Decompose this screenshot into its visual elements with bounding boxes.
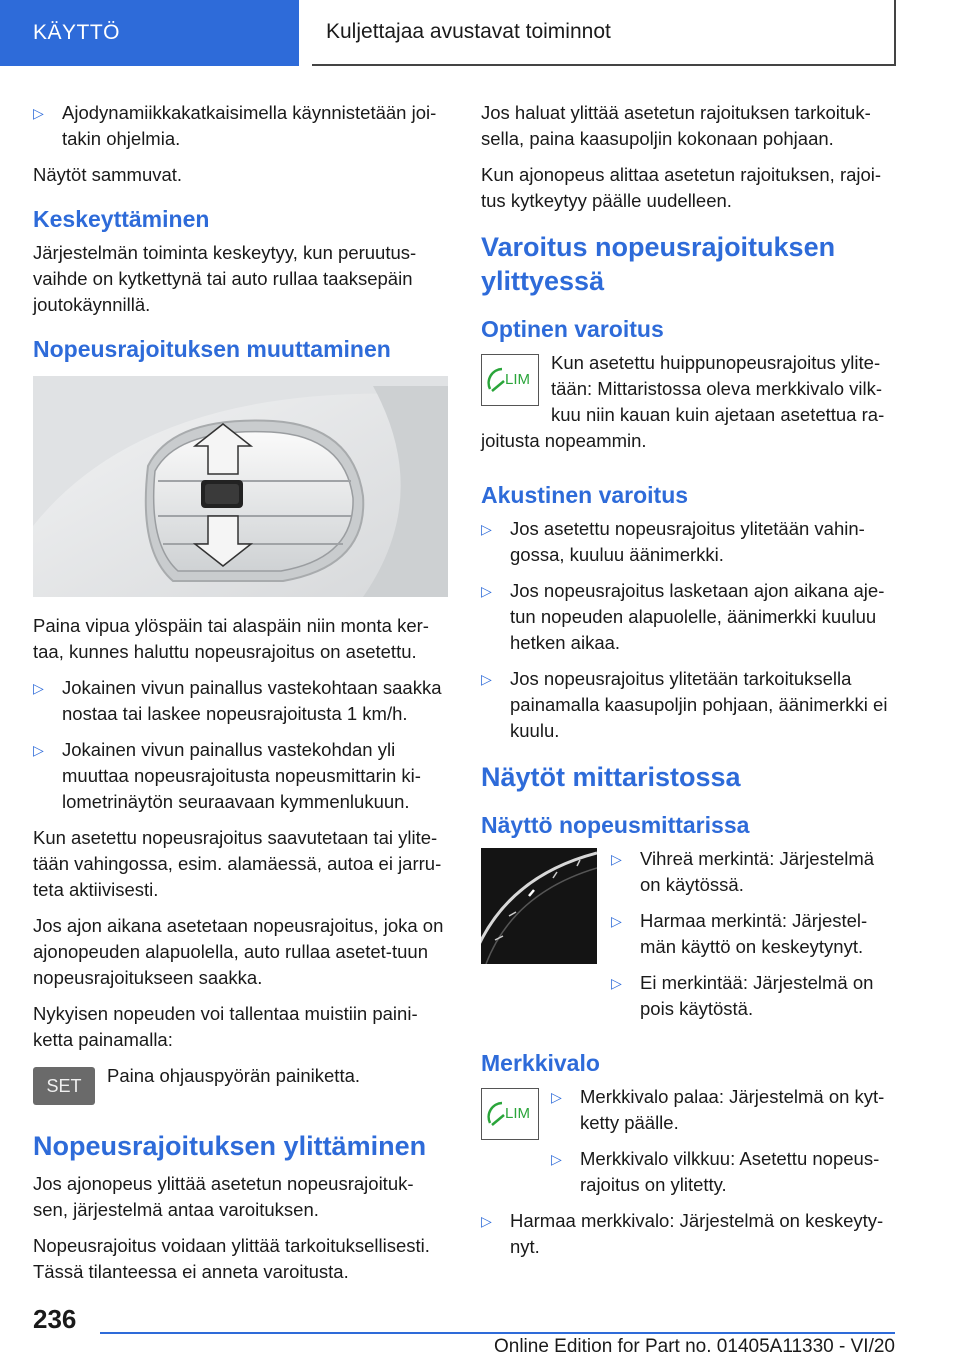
heading-optical-warning: Optinen varoitus [481, 316, 664, 342]
optical-warning-block [481, 350, 896, 464]
triangle-bullet-icon: ▷ [551, 1089, 562, 1105]
heading-acoustic-warning: Akustinen varoitus [481, 482, 689, 508]
bullet-text: Ei merkintää: Järjestelmä on pois käytöstä. [640, 972, 874, 1019]
bullet-text: Jos nopeusrajoitus lasketaan ajon aikana aje-tun nopeuden alapuolelle, äänimerkki kuuluu hetken aikaa. [510, 580, 885, 653]
triangle-bullet-icon: ▷ [481, 521, 492, 537]
steering-wheel-switch-photo [33, 376, 448, 597]
speedometer-illustration [481, 848, 597, 964]
bullet-text: Jos asetettu nopeusrajoitus ylitetään vahin-gossa, kuuluu äänimerkki. [510, 518, 865, 565]
steering-wheel-switch-illustration [33, 376, 448, 597]
indicator-list [551, 1084, 896, 1208]
right-column [481, 100, 896, 1270]
triangle-bullet-icon: ▷ [33, 742, 44, 758]
triangle-bullet-icon: ▷ [611, 913, 622, 929]
paragraph: Näytöt sammuvat. [33, 164, 183, 185]
paragraph: Nykyisen nopeuden voi tallentaa muistiin paini-ketta painamalla: [33, 1003, 418, 1050]
bullet-text: Harmaa merkkivalo: Järjestelmä on keskeyty-nyt. [510, 1210, 884, 1257]
heading-speedometer-display: Näyttö nopeusmittarissa [481, 812, 750, 838]
bullet-item [481, 516, 896, 568]
lim-label: LIM [505, 371, 531, 388]
heading-cluster-displays: Näytöt mittaristossa [481, 762, 741, 792]
triangle-bullet-icon: ▷ [33, 680, 44, 696]
speedometer-list [611, 846, 896, 1032]
bullet-text: Ajodynamiikkakatkaisimella käynnistetään joi-takin ohjelmia. [62, 102, 437, 149]
chapter-title: Kuljettajaa avustavat toiminnot [312, 0, 896, 66]
lim-indicator-icon [481, 1088, 539, 1140]
bullet-item [481, 1208, 896, 1260]
triangle-bullet-icon: ▷ [551, 1151, 562, 1167]
bullet-text: Jokainen vivun painallus vastekohdan yli muuttaa nopeusrajoitusta nopeusmittarin ki-lometrinäytön seuraavaan kymmenlukuun. [62, 739, 421, 812]
bullet-text: Merkkivalo vilkkuu: Asetettu nopeus-rajoitus on ylitetty. [580, 1148, 880, 1195]
left-column [33, 100, 448, 1295]
bullet-text: Merkkivalo palaa: Järjestelmä on kyt-ketty päälle. [580, 1086, 885, 1133]
paragraph: Kun asetettu nopeusrajoitus saavutetaan tai ylite-tään vahingossa, esim. alamäessä, autoa ei jarru-teta aktiivisesti. [33, 827, 442, 900]
bullet-item [481, 578, 896, 656]
bullet-text: Harmaa merkintä: Järjestel-män käyttö on keskeytynyt. [640, 910, 868, 957]
heading-warning: Varoitus nopeusrajoituksen ylittyessä [481, 232, 836, 296]
paragraph: Kun asetettu huippunopeusrajoitus ylite-tään: Mittaristossa oleva merkkivalo vilk-kuu niin kauan kuin ajetaan asetettua ra-joitusta nopeammin. [481, 352, 885, 451]
lim-label: LIM [505, 1105, 531, 1122]
heading-change-limit: Nopeusrajoituksen muuttaminen [33, 336, 391, 362]
set-button-icon: SET [33, 1067, 95, 1105]
bullet-item [33, 100, 448, 152]
bullet-item [33, 675, 448, 727]
triangle-bullet-icon: ▷ [481, 671, 492, 687]
paragraph: Jos ajonopeus ylittää asetetun nopeusrajoituk-sen, järjestelmä antaa varoituksen. [33, 1173, 414, 1220]
bullet-item [611, 970, 896, 1022]
triangle-bullet-icon: ▷ [481, 583, 492, 599]
edition-note: Online Edition for Part no. 01405A11330 - VI/20 [493, 1336, 895, 1357]
heading-exceed-limit: Nopeusrajoituksen ylittäminen [33, 1131, 427, 1161]
bullet-text: Vihreä merkintä: Järjestelmä on käytössä. [640, 848, 875, 895]
bullet-text: Jokainen vivun painallus vastekohtaan saakka nostaa tai laskee nopeusrajoitusta 1 km/h. [62, 677, 442, 724]
speedometer-block [481, 846, 896, 1032]
set-button-row [33, 1063, 448, 1109]
bullet-item [611, 908, 896, 960]
page-footer [0, 1300, 960, 1362]
paragraph: Jos ajon aikana asetetaan nopeusrajoitus, joka on ajonopeuden alapuolella, auto rullaa asetet-tuun nopeusrajoitukseen saakka. [33, 915, 444, 988]
speedometer-image [481, 848, 597, 964]
heading-indicator-light: Merkkivalo [481, 1050, 600, 1076]
bullet-text: Jos nopeusrajoitus ylitetään tarkoituksella painamalla kaasupoljin pohjaan, äänimerkki ei kuulu. [510, 668, 888, 741]
bullet-item [481, 666, 896, 744]
bullet-item [551, 1146, 896, 1198]
paragraph: Kun ajonopeus alittaa asetetun rajoituksen, rajoi-tus kytkeytyy päälle uudelleen. [481, 164, 882, 211]
bullet-item [611, 846, 896, 898]
page-header [0, 0, 960, 66]
paragraph: Jos haluat ylittää asetetun rajoituksen tarkoituk-sella, paina kaasupoljin kokonaan pohjaan. [481, 102, 871, 149]
triangle-bullet-icon: ▷ [611, 975, 622, 991]
paragraph: Paina vipua ylöspäin tai alaspäin niin monta ker-taa, kunnes haluttu nopeusrajoitus on asetettu. [33, 615, 429, 662]
triangle-bullet-icon: ▷ [611, 851, 622, 867]
footer-divider [100, 1332, 895, 1334]
heading-interrupt: Keskeyttäminen [33, 206, 210, 232]
indicator-block [481, 1084, 896, 1208]
paragraph: Järjestelmän toiminta keskeytyy, kun peruutus-vaihde on kytkettynä tai auto rullaa taaksepäin joutokäynnillä. [33, 242, 417, 315]
lim-indicator-icon [481, 354, 539, 406]
paragraph: Paina ohjauspyörän painiketta. [107, 1065, 361, 1086]
triangle-bullet-icon: ▷ [33, 105, 44, 121]
bullet-item [33, 737, 448, 815]
section-tab: KÄYTTÖ [0, 0, 299, 66]
paragraph: Nopeusrajoitus voidaan ylittää tarkoituksellisesti. Tässä tilanteessa ei anneta varoitusta. [33, 1235, 430, 1282]
bullet-item [551, 1084, 896, 1136]
page-number: 236 [33, 1304, 77, 1334]
triangle-bullet-icon: ▷ [481, 1213, 492, 1229]
